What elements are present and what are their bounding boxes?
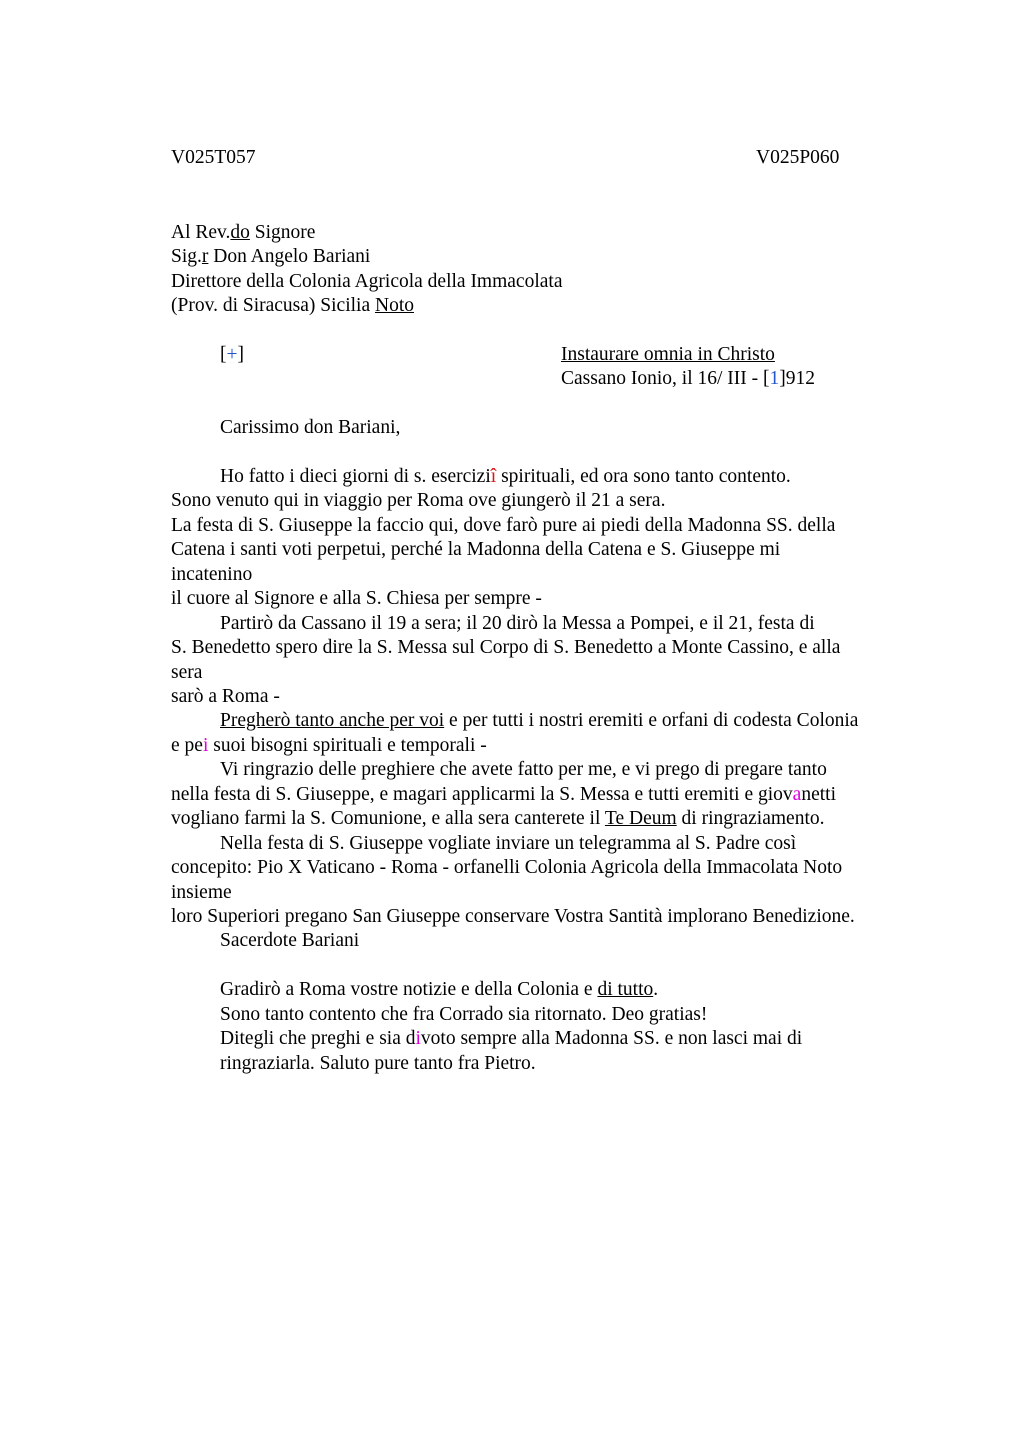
body-line: Vi ringrazio delle preghiere che avete fatto per me, e vi prego di pregare tanto (220, 759, 827, 780)
body-line: nella festa di S. Giuseppe, e magari applicarmi la S. Messa e tutti eremiti e giovanetti (171, 784, 836, 805)
body-line: Ho fatto i dieci giorni di s. eserciziî spirituali, ed ora sono tanto contento. (220, 466, 791, 487)
salutation: Carissimo don Bariani, (220, 417, 401, 438)
header-right-code: V025P060 (756, 147, 840, 168)
body-line: incatenino (171, 564, 253, 585)
body-line: il cuore al Signore e alla S. Chiesa per sempre - (171, 588, 542, 609)
address-line-4: (Prov. di Siracusa) Sicilia Noto (171, 295, 414, 316)
body-line: Pregherò tanto anche per voi e per tutti i nostri eremiti e orfani di codesta Colonia (220, 710, 859, 731)
body-line: Nella festa di S. Giuseppe vogliate inviare un telegramma al S. Padre così (220, 833, 797, 854)
postscript-line: Ditegli che preghi e sia divoto sempre alla Madonna SS. e non lasci mai di (220, 1028, 803, 1049)
body-line: sarò a Roma - (171, 686, 280, 707)
body-line: S. Benedetto spero dire la S. Messa sul Corpo di S. Benedetto a Monte Cassino, e alla (171, 637, 841, 658)
body-line: concepito: Pio X Vaticano - Roma - orfanelli Colonia Agricola della Immacolata Noto (171, 857, 843, 878)
postscript-line: ringraziarla. Saluto pure tanto fra Pietro. (220, 1053, 536, 1074)
body-line: Partirò da Cassano il 19 a sera; il 20 dirò la Messa a Pompei, e il 21, festa di (220, 613, 815, 634)
address-line-3: Direttore della Colonia Agricola della Immacolata (171, 271, 563, 292)
postscript-line: Gradirò a Roma vostre notizie e della Colonia e di tutto. (220, 979, 659, 1000)
body-line: e pei suoi bisogni spirituali e temporali - (171, 735, 487, 756)
body-line: insieme (171, 882, 232, 903)
postscript-line: Sono tanto contento che fra Corrado sia ritornato. Deo gratias! (220, 1004, 708, 1025)
body-line: sera (171, 662, 203, 683)
header-left-code: V025T057 (171, 147, 256, 168)
body-line: Sono venuto qui in viaggio per Roma ove giungerò il 21 a sera. (171, 490, 666, 511)
cross-mark: [+] (220, 344, 244, 365)
motto: Instaurare omnia in Christo (561, 344, 775, 365)
body-line: Catena i santi voti perpetui, perché la Madonna della Catena e S. Giuseppe mi (171, 539, 781, 560)
body-line: loro Superiori pregano San Giuseppe conservare Vostra Santità implorano Benedizione. (171, 906, 855, 927)
address-line-1: Al Rev.do Signore (171, 222, 316, 243)
address-line-2: Sig.r Don Angelo Bariani (171, 246, 371, 267)
body-line: vogliano farmi la S. Comunione, e alla sera canterete il Te Deum di ringraziamento. (171, 808, 825, 829)
body-line: La festa di S. Giuseppe la faccio qui, dove farò pure ai piedi della Madonna SS. della (171, 515, 836, 536)
signature-line: Sacerdote Bariani (220, 930, 360, 951)
place-date: Cassano Ionio, il 16/ III - [1]912 (561, 368, 816, 389)
